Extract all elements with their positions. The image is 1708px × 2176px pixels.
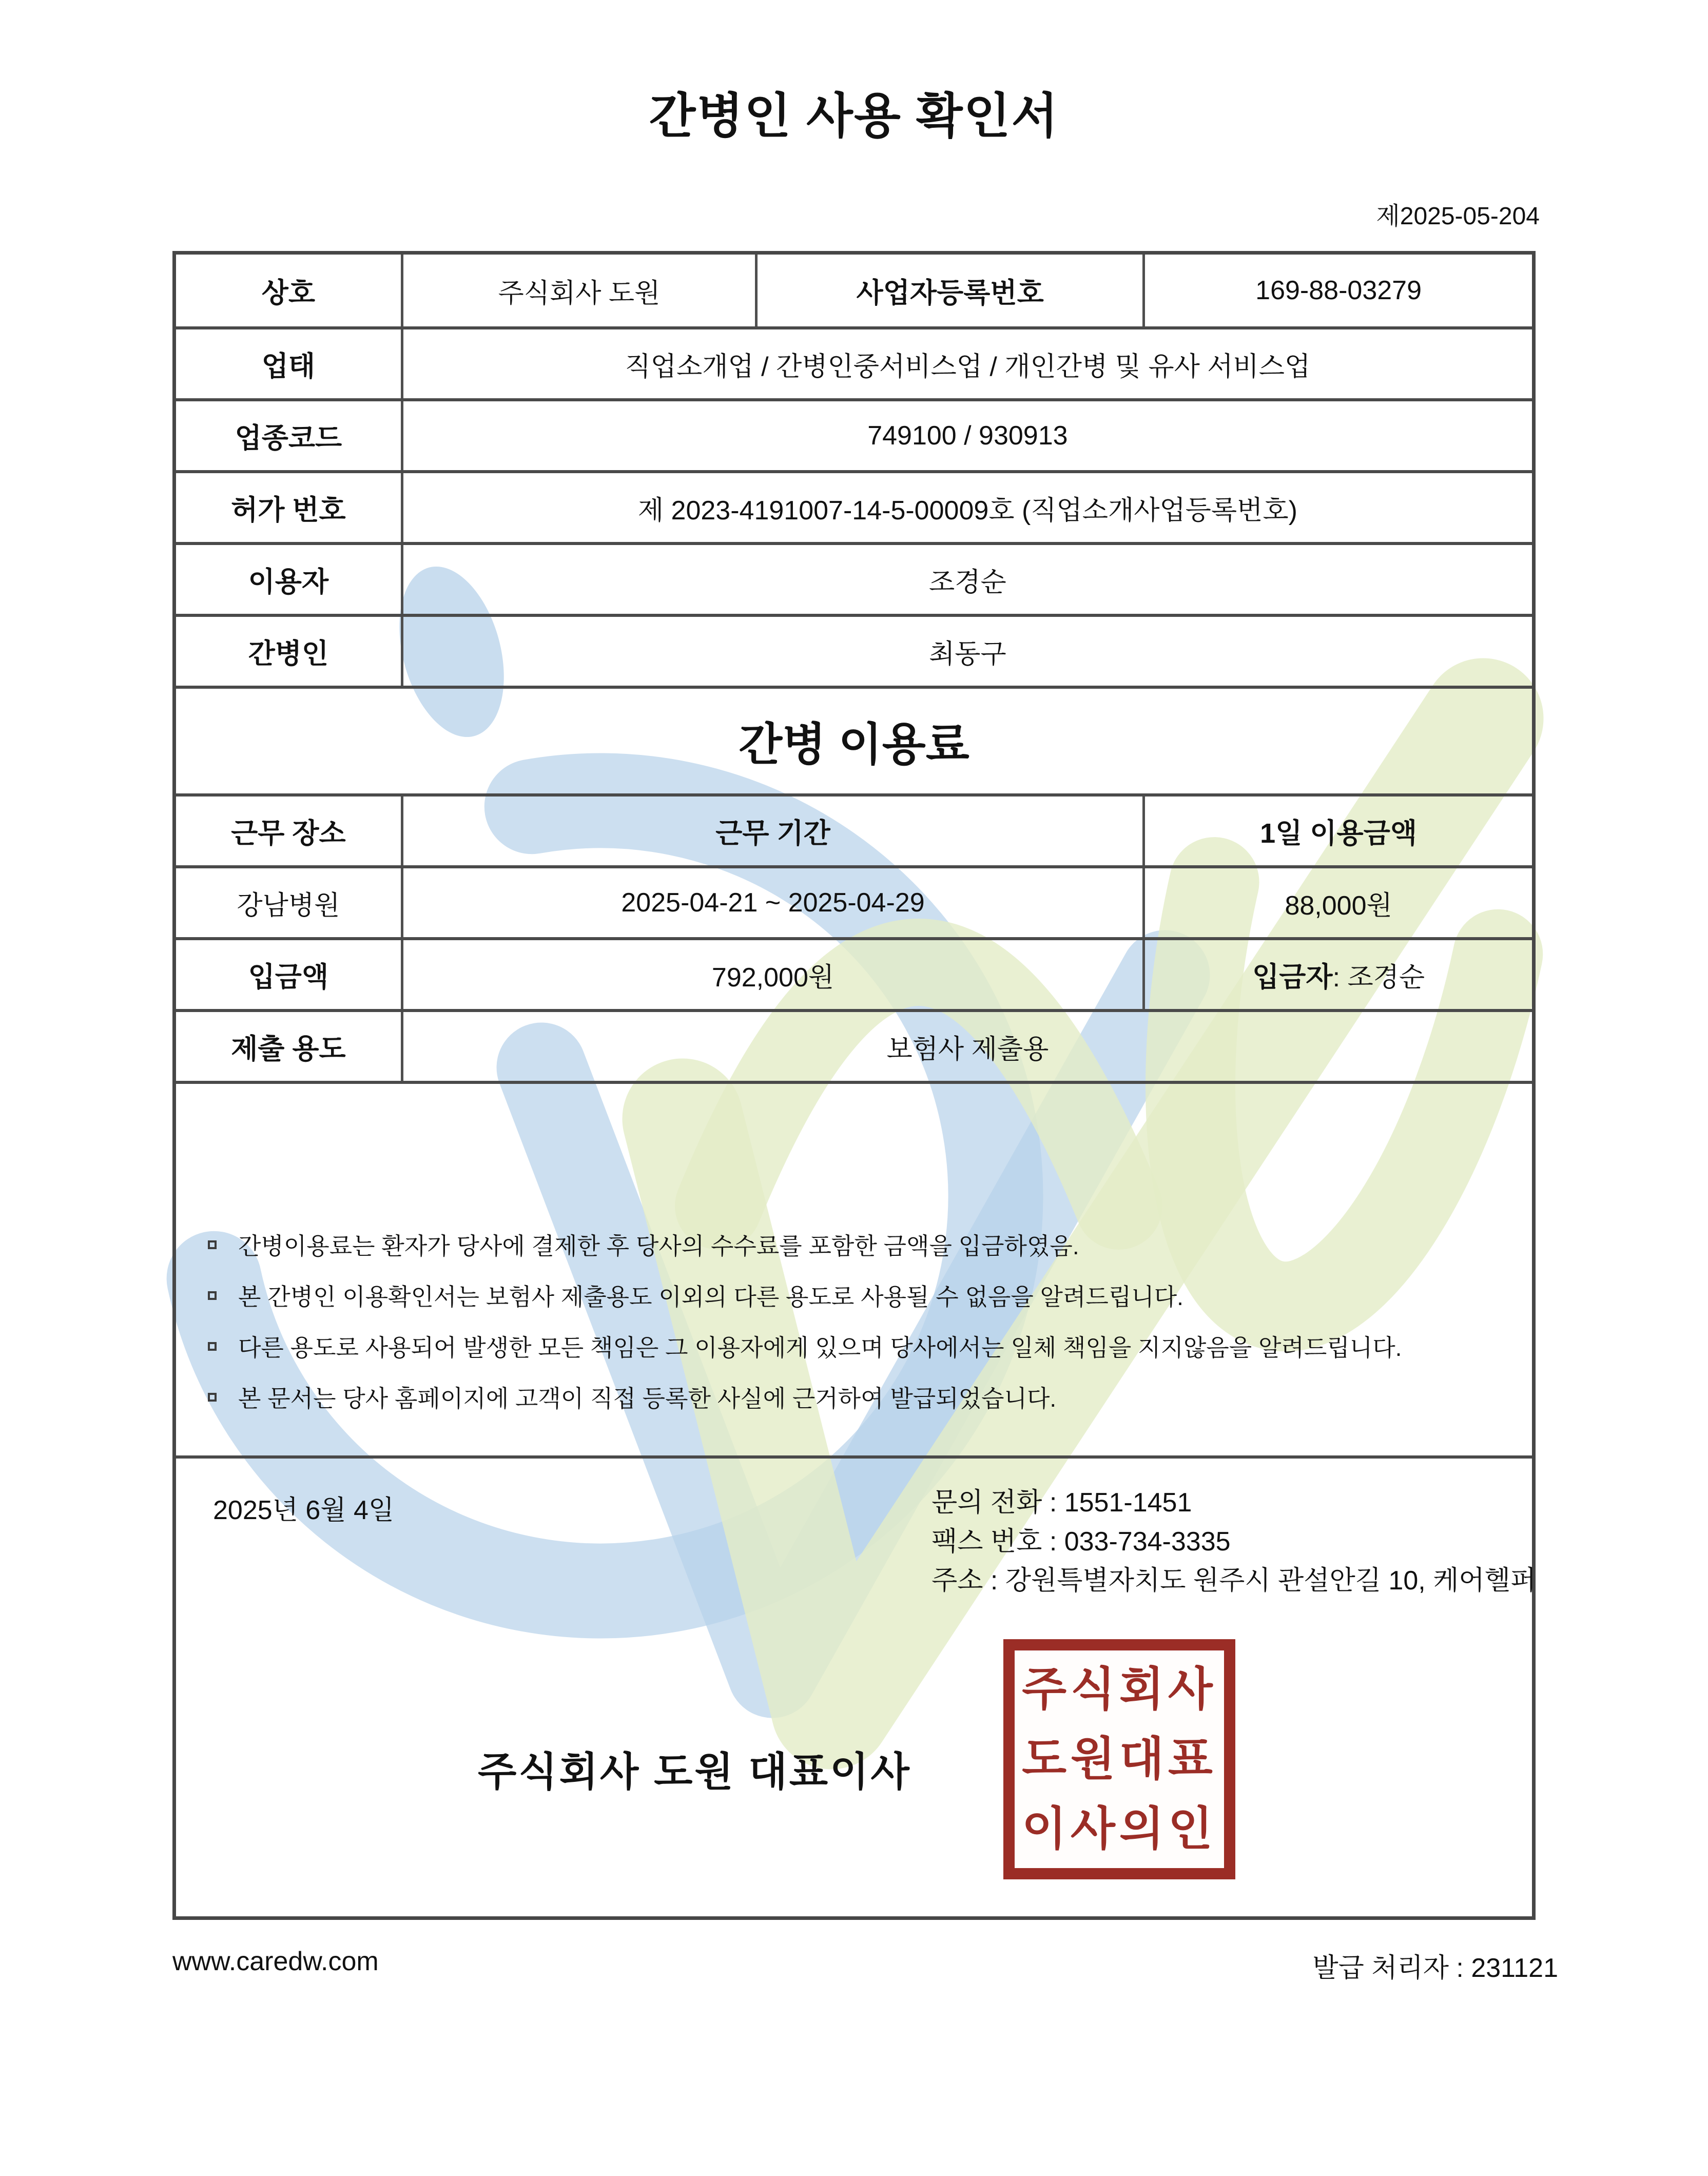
table-row-issue [176, 1455, 1537, 1916]
table-row-business-type [176, 326, 1532, 398]
issue-cell [176, 1459, 1537, 1916]
caregiver-label: 간병인 [176, 617, 403, 686]
table-row-notes [176, 1081, 1532, 1455]
deposit-amount-label: 입금액 [176, 940, 403, 1009]
table-row-industry-code [176, 398, 1532, 470]
note-item [208, 1278, 1511, 1312]
biz-reg-no-label: 사업자등록번호 [758, 255, 1145, 326]
deposit-amount-value: 792,000원 [403, 940, 1145, 1009]
company-name-label: 상호 [176, 255, 403, 326]
issue-date: 2025년 6월 4일 [213, 1495, 395, 1525]
website-url: www.caredw.com [172, 1947, 379, 1976]
table-row-fee-data [176, 865, 1532, 937]
license-number-label: 허가 번호 [176, 473, 403, 542]
user-label: 이용자 [176, 545, 403, 614]
note-text: 다른 용도로 사용되어 발생한 모든 책임은 그 이용자에게 있으며 당사에서는 일체 책임을 지지않음을 알려드립니다. [238, 1334, 1402, 1361]
contact-block [931, 1483, 1536, 1600]
square-bullet-icon [208, 1291, 217, 1300]
industry-code-label: 업종코드 [176, 401, 403, 470]
contact-fax: 팩스 번호 : 033-734-3335 [931, 1527, 1231, 1557]
table-row-purpose [176, 1009, 1532, 1081]
biz-reg-no-value: 169-88-03279 [1255, 276, 1422, 305]
note-item [208, 1329, 1511, 1363]
depositor-cell [1145, 940, 1532, 1009]
user-name-value: 조경순 [929, 567, 1006, 597]
table-row-license-number [176, 470, 1532, 542]
work-place-header: 근무 장소 [176, 796, 403, 865]
square-bullet-icon [208, 1393, 217, 1402]
issuer-processor: 발급 처리자 : 231121 [1312, 1953, 1558, 1983]
note-item [208, 1380, 1511, 1414]
stamp-line: 도원대표 [1022, 1734, 1217, 1785]
table-row-fee-section-title [176, 686, 1532, 793]
work-place-value: 강남병원 [176, 868, 403, 937]
square-bullet-icon [208, 1240, 217, 1249]
business-type-value: 직업소개업 / 간병인중서비스업 / 개인간병 및 유사 서비스업 [625, 352, 1311, 382]
work-period-value: 2025-04-21 ~ 2025-04-29 [403, 868, 1145, 937]
note-text: 본 문서는 당사 홈페이지에 고객이 직접 등록한 사실에 근거하여 발급되었습니다. [238, 1385, 1057, 1412]
company-name-value: 주식회사 도원 [403, 255, 758, 326]
confirmation-table [172, 251, 1536, 1920]
industry-code-value: 749100 / 930913 [867, 421, 1068, 451]
ceo-signature-text: 주식회사 도원 대표이사 [478, 1749, 911, 1794]
note-text: 본 간병인 이용확인서는 보험사 제출용도 이외의 다른 용도로 사용될 수 없음을 알려드립니다. [238, 1284, 1183, 1310]
work-period-header: 근무 기간 [403, 796, 1145, 865]
contact-address: 주소 : 강원특별자치도 원주시 관설안길 10, 케어헬퍼 [931, 1566, 1537, 1596]
submission-purpose-value: 보험사 제출용 [886, 1034, 1049, 1064]
contact-phone: 문의 전화 : 1551-1451 [931, 1488, 1192, 1518]
caregiver-name-value: 최동구 [929, 639, 1006, 669]
table-row-deposit [176, 937, 1532, 1009]
corporate-seal-stamp [1003, 1639, 1235, 1879]
license-number-value: 제 2023-4191007-14-5-00009호 (직업소개사업등록번호) [637, 495, 1297, 526]
business-type-label: 업태 [176, 329, 403, 398]
daily-fee-value: 88,000원 [1285, 890, 1392, 921]
document-number: 제2025-05-204 [1376, 203, 1540, 230]
fee-section-title: 간병 이용료 [739, 719, 969, 770]
depositor-name: : 조경순 [1332, 962, 1425, 993]
table-row-fee-header [176, 793, 1532, 865]
submission-purpose-label: 제출 용도 [176, 1012, 403, 1081]
table-row-user [176, 542, 1532, 614]
note-item [208, 1228, 1511, 1261]
stamp-line: 이사의인 [1022, 1803, 1217, 1855]
square-bullet-icon [208, 1342, 217, 1351]
table-row-caregiver [176, 614, 1532, 686]
note-text: 간병이용료는 환자가 당사에 결제한 후 당사의 수수료를 포함한 금액을 입금하였음. [238, 1233, 1079, 1259]
table-row-company [176, 255, 1532, 326]
stamp-line: 주식회사 [1022, 1664, 1217, 1715]
daily-fee-header: 1일 이용금액 [1260, 818, 1418, 849]
page-title: 간병인 사용 확인서 [649, 89, 1059, 143]
depositor-label: 입금자 [1252, 961, 1333, 993]
notes-list [176, 1084, 1532, 1455]
